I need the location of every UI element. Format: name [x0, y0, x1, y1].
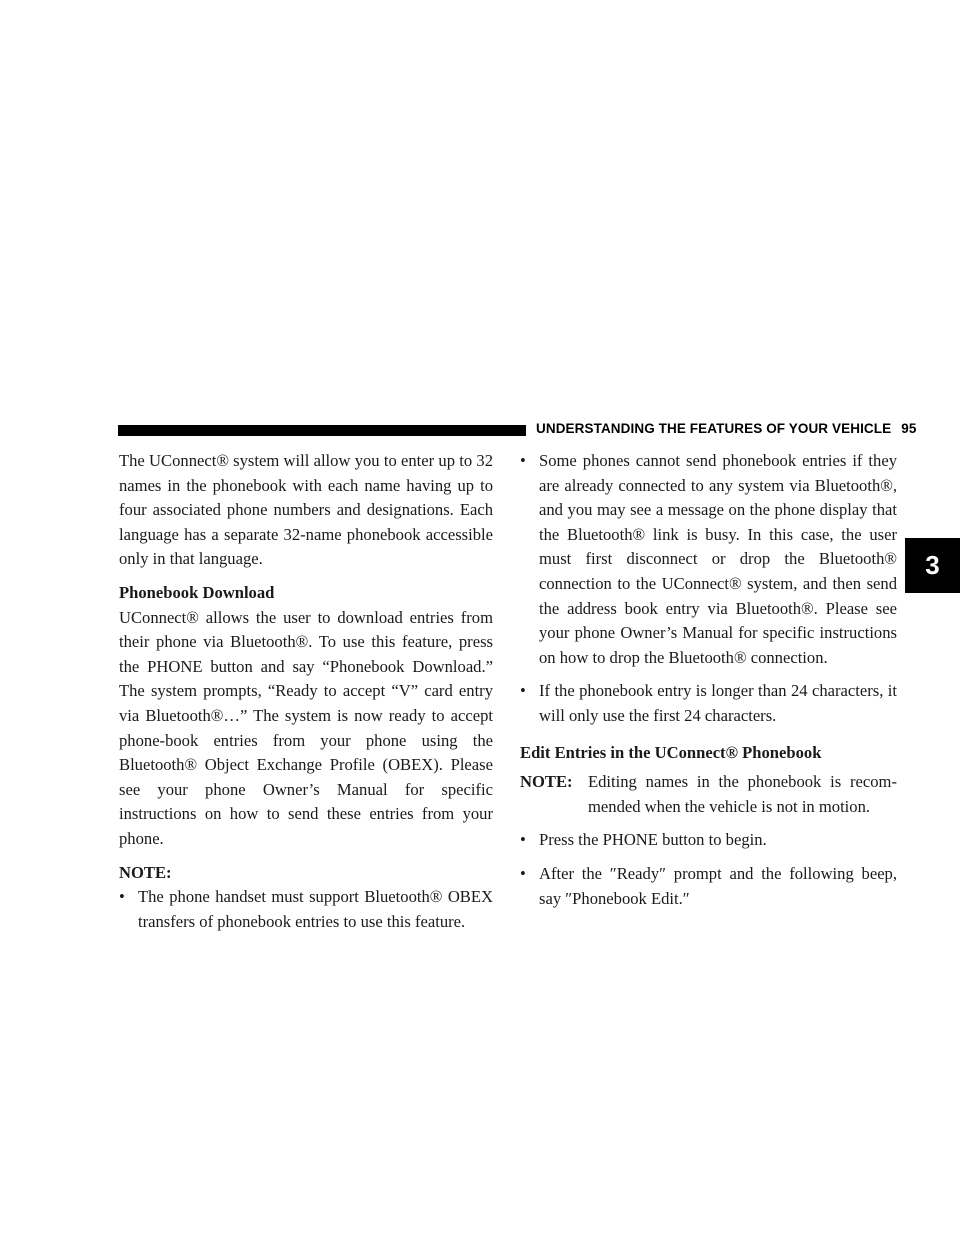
list-item-text: The phone handset must support Bluetooth® OBEX transfers of phonebook entries to use this feature. [138, 887, 493, 931]
list-item-text: Press the PHONE button to begin. [539, 830, 767, 850]
list-item [520, 828, 897, 853]
bullet-glyph: • [520, 681, 526, 701]
chapter-tab: 3 [905, 538, 960, 593]
section-heading-edit-entries: Edit Entries in the UConnect® Phonebook [520, 742, 822, 762]
phonebook-download-paragraph: UConnect® allows the user to download entries from their phone via Bluetooth®. To use this feature, press the PHONE button and say “Phonebook Download.” The system prompts, “Ready to accept “V” card entry via Bluetooth®…” The system is now ready to accept phone-book entries from your phone using the Bluetooth® Object Exchange Profile (OBEX). Please see your phone Owner’s Manual for specific instructions on how to send these entries from your phone. [119, 607, 493, 848]
left-column [119, 449, 493, 943]
list-item [119, 885, 493, 934]
bullet-list [520, 449, 897, 729]
note [520, 770, 897, 819]
header-rule [118, 425, 526, 436]
list-item-text: After the ″Ready″ prompt and the following beep, say ″Phonebook Edit.″ [539, 863, 897, 908]
page-number: 95 [901, 421, 917, 436]
list-item [520, 862, 897, 911]
right-column [520, 449, 897, 920]
list-item [520, 679, 897, 728]
header-title: UNDERSTANDING THE FEATURES OF YOUR VEHICLE [536, 421, 892, 436]
bullet-list [119, 885, 493, 934]
bullet-glyph: • [119, 887, 125, 907]
intro-paragraph: The UConnect® system will allow you to enter up to 32 names in the phonebook with each name having up to four associated phone numbers and designations. Each language has a separate 32-name phonebook accessible only in that language. [119, 451, 493, 569]
note-text: Editing names in the phonebook is recom-mended when the vehicle is not in motion. [588, 772, 897, 816]
bullet-glyph: • [520, 451, 526, 470]
bullet-glyph: • [520, 863, 526, 883]
running-header [536, 421, 916, 436]
bullet-list [520, 828, 897, 911]
bullet-glyph: • [520, 830, 526, 850]
note-label: NOTE: [520, 772, 573, 792]
list-item-text: Some phones cannot send phonebook entries if they are already connected to any system via Bluetooth®, and you may see a message on the phone display that the Bluetooth® link is busy. In this case, the user must first disconnect or drop the Bluetooth® connection to the UConnect® system, and then send the address book entry via Bluetooth®. Please see your phone Owner’s Manual for specific instructions on how to drop the Bluetooth® connection. [539, 451, 897, 667]
note-label: NOTE: [119, 862, 172, 882]
list-item-text: If the phonebook entry is longer than 24 characters, it will only use the first 24 characters. [539, 681, 897, 725]
section-heading-phonebook-download: Phonebook Download [119, 582, 275, 602]
list-item [520, 449, 897, 670]
